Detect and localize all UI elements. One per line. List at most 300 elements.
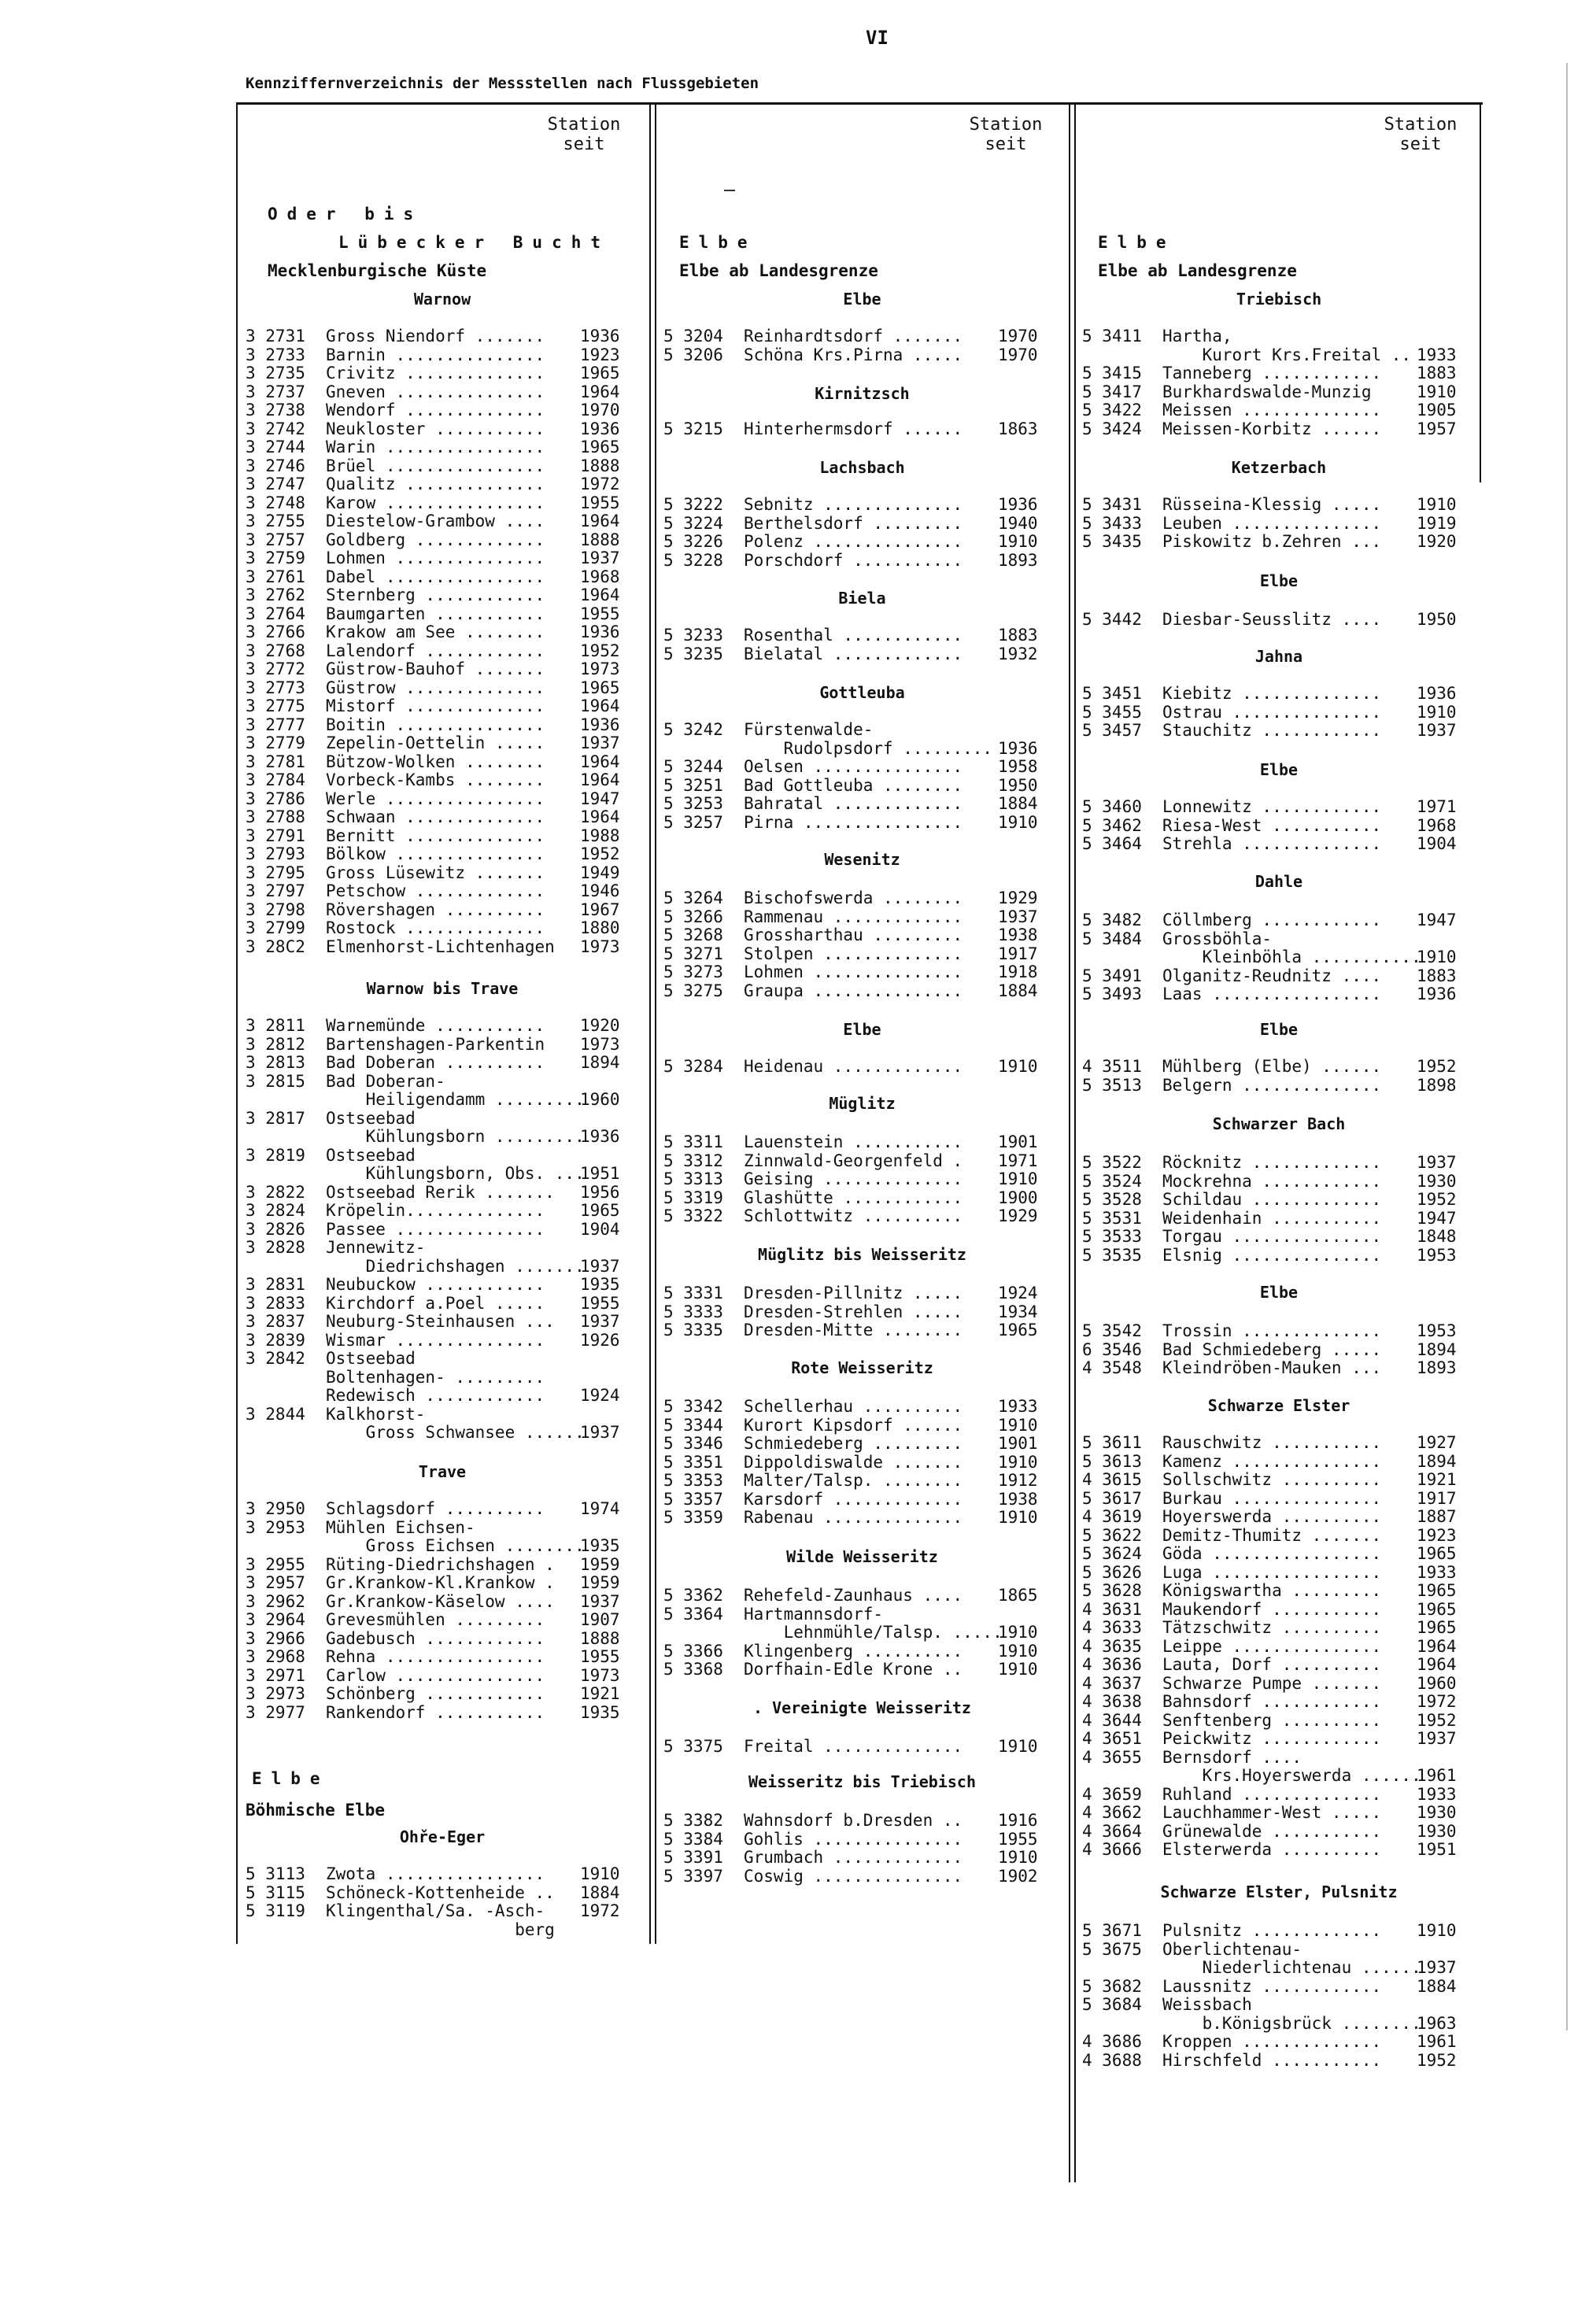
station-code: 5 3451	[1082, 684, 1142, 703]
station-code: 3 2777	[246, 715, 305, 734]
station-year: 1910	[998, 1848, 1038, 1867]
station-row	[246, 1017, 639, 1036]
station-code: 5 3312	[663, 1151, 723, 1170]
station-row	[246, 1036, 639, 1055]
station-year: 1901	[998, 1434, 1038, 1453]
station-year: 1964	[580, 382, 620, 401]
header-station: Station	[969, 115, 1043, 135]
station-name: Mockrehna ............	[1162, 1171, 1382, 1191]
station-name: Sebnitz ..............	[744, 495, 963, 514]
river-heading: Lachsbach	[819, 458, 905, 477]
station-list	[1082, 496, 1476, 552]
station-row	[1082, 1804, 1476, 1823]
station-row	[246, 457, 639, 476]
station-code: 4 3511	[1082, 1057, 1142, 1076]
station-name: Oberlichtenau-	[1162, 1939, 1302, 1959]
station-name: Neuburg-Steinhausen ...	[326, 1312, 555, 1331]
station-code: 3 2950	[246, 1499, 305, 1518]
station-name: Klingenthal/Sa. -Asch-	[326, 1901, 545, 1920]
station-row	[246, 531, 639, 550]
station-code: 3 2799	[246, 918, 305, 937]
station-year: 1930	[1417, 1171, 1457, 1191]
station-code: 5 3493	[1082, 985, 1142, 1003]
station-row	[246, 475, 639, 494]
station-year: 1955	[580, 1293, 620, 1313]
station-code: 5 3431	[1082, 495, 1142, 514]
station-code: 4 3655	[1082, 1747, 1142, 1767]
station-name: Wismar ...............	[326, 1330, 545, 1350]
station-name: Kroppen ..............	[1162, 2032, 1382, 2051]
station-code: 5 3628	[1082, 1581, 1142, 1600]
station-year: 1964	[580, 512, 620, 530]
station-name: Neukloster ...........	[326, 419, 545, 438]
station-row	[246, 882, 639, 901]
station-row	[246, 1556, 639, 1575]
station-year: 1888	[580, 456, 620, 475]
station-year: 1973	[580, 1034, 620, 1054]
station-name: Neubuckow ............	[326, 1275, 545, 1294]
station-row	[1082, 533, 1476, 552]
station-list	[1082, 1434, 1476, 1860]
station-name: Mühlberg (Elbe) ......	[1162, 1057, 1382, 1076]
station-year: 1955	[998, 1829, 1038, 1849]
station-code: 4 3644	[1082, 1710, 1142, 1730]
station-name: Karsdorf .............	[744, 1489, 963, 1509]
station-code: 5 3364	[663, 1604, 723, 1624]
station-row	[246, 1073, 639, 1092]
station-name: Bahratal .............	[744, 794, 963, 813]
station-code: 3 2742	[246, 419, 305, 438]
station-row	[663, 814, 1061, 833]
station-code: 5 3397	[663, 1866, 723, 1886]
station-year: 1950	[1417, 610, 1457, 629]
station-name: Piskowitz b.Zehren ...	[1162, 532, 1382, 551]
station-code: 3 2762	[246, 586, 305, 604]
station-list	[1082, 685, 1476, 741]
station-year: 1910	[998, 1623, 1038, 1642]
station-code: 5 3264	[663, 889, 723, 907]
station-code: 5 3415	[1082, 364, 1142, 382]
divider-2a	[1069, 105, 1070, 2182]
station-code: 3 2822	[246, 1182, 305, 1202]
station-year: 1952	[1417, 2050, 1457, 2070]
station-row	[246, 1054, 639, 1073]
station-year: 1923	[580, 345, 620, 364]
station-name: Kurort Kipsdorf ......	[744, 1415, 963, 1435]
station-name: Freital ..............	[744, 1737, 963, 1756]
station-row	[246, 734, 639, 753]
station-year: 1900	[998, 1188, 1038, 1207]
station-name: Niederlichtenau ......	[1162, 1958, 1421, 1977]
station-year: 1910	[998, 1641, 1038, 1661]
station-year: 1936	[580, 715, 620, 734]
station-row	[1082, 1058, 1476, 1077]
station-name: Lauta, Dorf ..........	[1162, 1655, 1382, 1674]
station-code: 5 3457	[1082, 721, 1142, 740]
station-name: Boltenhagen- .........	[326, 1367, 545, 1387]
station-row	[1082, 1712, 1476, 1731]
station-year: 1964	[580, 586, 620, 604]
station-code: 5 3384	[663, 1829, 723, 1849]
station-year: 1952	[580, 844, 620, 863]
station-name: Graupa ...............	[744, 981, 963, 1000]
station-code: 3 2833	[246, 1293, 305, 1313]
station-row	[1082, 1638, 1476, 1657]
station-name: Tanneberg ............	[1162, 364, 1382, 382]
header-station: Station	[1384, 115, 1458, 135]
station-code: 4 3638	[1082, 1692, 1142, 1711]
station-row	[246, 790, 639, 809]
station-code: 5 3528	[1082, 1190, 1142, 1209]
station-row	[1082, 383, 1476, 402]
station-year: 1953	[1417, 1321, 1457, 1340]
station-year: 1910	[1417, 1921, 1457, 1940]
station-list	[663, 1812, 1061, 1886]
station-code: 5 3331	[663, 1284, 723, 1302]
station-name: Ostseebad	[326, 1108, 416, 1128]
station-name: Bahnsdorf ............	[1162, 1692, 1382, 1711]
station-row	[663, 889, 1061, 908]
station-year: 1965	[580, 364, 620, 382]
station-row	[663, 1058, 1061, 1077]
station-row	[246, 383, 639, 402]
station-list	[246, 327, 639, 956]
station-row	[246, 1387, 639, 1406]
station-code: 5 3535	[1082, 1245, 1142, 1265]
station-year: 1936	[1417, 985, 1457, 1003]
station-year: 1955	[580, 1647, 620, 1666]
station-row	[1082, 420, 1476, 439]
station-name: Güstrow ..............	[326, 678, 545, 697]
river-heading: Gottleuba	[819, 683, 905, 702]
station-row	[1082, 1582, 1476, 1601]
station-row	[246, 1184, 639, 1203]
station-row	[663, 795, 1061, 814]
station-row	[663, 1152, 1061, 1171]
station-row	[1082, 798, 1476, 817]
station-year: 1921	[580, 1684, 620, 1703]
station-name: Dresden-Pillnitz .....	[744, 1284, 963, 1302]
station-code: 5 3626	[1082, 1562, 1142, 1582]
station-year: 1952	[580, 641, 620, 660]
station-name: Hinterhermsdorf ......	[744, 419, 963, 438]
station-code: 3 2973	[246, 1684, 305, 1703]
station-list	[663, 327, 1061, 364]
station-year: 1910	[998, 1508, 1038, 1527]
station-year: 1938	[998, 926, 1038, 944]
station-row	[663, 1738, 1061, 1757]
station-year: 1968	[580, 567, 620, 586]
station-year: 1927	[1417, 1433, 1457, 1452]
station-code: 4 3548	[1082, 1358, 1142, 1377]
station-name: Diesbar-Seusslitz ....	[1162, 610, 1382, 629]
station-row	[1082, 1941, 1476, 1960]
station-code: 3 2828	[246, 1238, 305, 1257]
station-row	[1082, 704, 1476, 722]
station-row	[246, 1537, 639, 1556]
station-name: Schöneck-Kottenheide ..	[326, 1882, 555, 1902]
station-row	[663, 346, 1061, 365]
station-year: 1988	[580, 826, 620, 845]
station-year: 1883	[1417, 966, 1457, 985]
station-name: Gohlis ...............	[744, 1829, 963, 1849]
station-code: 4 3637	[1082, 1673, 1142, 1693]
station-name: Goldberg .............	[326, 530, 545, 549]
station-year: 1930	[1417, 1803, 1457, 1822]
station-name: Kurort Krs.Freital ..	[1162, 345, 1412, 364]
station-name: Grossböhla-	[1162, 929, 1273, 948]
station-code: 5 3533	[1082, 1227, 1142, 1246]
station-row	[246, 1128, 639, 1147]
station-code: 5 3333	[663, 1302, 723, 1321]
station-row	[246, 1295, 639, 1313]
station-row	[246, 1611, 639, 1630]
station-name: Burkhardswalde-Munzig	[1162, 382, 1372, 401]
station-code: 5 3613	[1082, 1451, 1142, 1471]
station-name: Zwota ................	[326, 1864, 545, 1883]
station-code: 3 28C2	[246, 937, 305, 956]
station-code: 5 3268	[663, 926, 723, 944]
station-year: 1936	[580, 1127, 620, 1146]
station-code: 3 2733	[246, 345, 305, 364]
station-name: Bölkow ...............	[326, 844, 545, 863]
station-list	[663, 496, 1061, 570]
scan-edge-right	[1566, 63, 1568, 2030]
station-name: Demitz-Thumitz .......	[1162, 1525, 1382, 1545]
station-code: 3 2811	[246, 1016, 305, 1035]
station-row	[663, 1398, 1061, 1417]
station-code: 5 3313	[663, 1169, 723, 1188]
station-row	[1082, 2033, 1476, 2052]
station-name: Kühlungsborn, Obs. ...	[326, 1164, 585, 1183]
station-row	[246, 808, 639, 827]
station-year: 1907	[580, 1610, 620, 1629]
station-code: 5 3266	[663, 907, 723, 926]
station-code: 5 3391	[663, 1848, 723, 1867]
station-code: 5 3624	[1082, 1544, 1142, 1563]
station-code: 5 3442	[1082, 610, 1142, 629]
page-heading: Kennziffernverzeichnis der Messstellen nach Flussgebieten	[246, 75, 759, 92]
station-row	[246, 1685, 639, 1704]
station-year: 1951	[1417, 1840, 1457, 1859]
station-row	[246, 753, 639, 772]
station-row	[1082, 985, 1476, 1004]
station-code: 4 3659	[1082, 1784, 1142, 1804]
station-year: 1964	[580, 770, 620, 789]
station-year: 1894	[1417, 1339, 1457, 1359]
station-name: Riesa-West ...........	[1162, 815, 1382, 835]
station-list	[246, 1017, 639, 1443]
river-heading: Warnow bis Trave	[366, 979, 519, 998]
station-name: Grumbach .............	[744, 1848, 963, 1867]
station-name: b.Königsbrück ........	[1162, 2013, 1421, 2033]
river-heading: Elbe	[843, 1020, 881, 1039]
station-row	[1082, 1693, 1476, 1712]
station-name: Göda .................	[1162, 1544, 1382, 1563]
station-code: 3 2842	[246, 1349, 305, 1368]
station-name: Sollschwitz ..........	[1162, 1470, 1382, 1489]
station-code: 4 3686	[1082, 2032, 1142, 2051]
station-row	[246, 1921, 639, 1940]
station-name: Schlagsdorf ..........	[326, 1499, 545, 1518]
region-heading: Elbe	[679, 233, 757, 252]
river-heading: Müglitz	[829, 1094, 896, 1113]
river-heading: Schwarzer Bach	[1212, 1114, 1346, 1133]
station-name: Polenz ...............	[744, 532, 963, 551]
station-row	[1082, 1922, 1476, 1941]
station-code: 5 3513	[1082, 1075, 1142, 1095]
station-year: 1902	[998, 1866, 1038, 1886]
station-name: Lohmen ...............	[326, 549, 545, 567]
station-name: Pirna ................	[744, 812, 963, 832]
station-row	[246, 605, 639, 624]
station-name: Heiligendamm .........	[326, 1090, 585, 1109]
river-heading: Wesenitz	[824, 850, 900, 869]
station-code: 3 2773	[246, 678, 305, 697]
station-code: 3 2798	[246, 900, 305, 919]
station-code: 3 2788	[246, 807, 305, 826]
station-name: Elmenhorst-Lichtenhagen	[326, 937, 555, 956]
station-code: 5 3253	[663, 794, 723, 813]
station-year: 1952	[1417, 1710, 1457, 1730]
station-row	[663, 1509, 1061, 1528]
stray-mark	[724, 190, 735, 191]
station-year: 1968	[1417, 815, 1457, 835]
station-name: Schmiedeberg .........	[744, 1434, 963, 1453]
station-row	[246, 716, 639, 735]
station-code: 5 3346	[663, 1434, 723, 1453]
station-code: 3 2964	[246, 1610, 305, 1629]
station-code: 3 2966	[246, 1628, 305, 1648]
station-code: 5 3531	[1082, 1208, 1142, 1228]
station-row	[246, 827, 639, 846]
station-row	[246, 1276, 639, 1295]
station-code: 5 3417	[1082, 382, 1142, 401]
station-year: 1947	[1417, 911, 1457, 929]
station-year: 1936	[580, 327, 620, 345]
river-heading: Weisseritz bis Triebisch	[748, 1772, 976, 1791]
station-row	[663, 1207, 1061, 1226]
station-code: 4 3633	[1082, 1618, 1142, 1637]
station-row	[663, 1812, 1061, 1831]
station-year: 1910	[1417, 948, 1457, 966]
station-year: 1951	[580, 1164, 620, 1183]
station-seit-header	[1381, 115, 1460, 154]
station-name: Schwarze Pumpe .......	[1162, 1673, 1382, 1693]
station-year: 1904	[580, 1219, 620, 1239]
station-row	[1082, 1247, 1476, 1265]
station-year: 1933	[1417, 1562, 1457, 1582]
station-code: 4 3688	[1082, 2050, 1142, 2070]
river-heading: Elbe	[1259, 571, 1299, 590]
station-row	[663, 420, 1061, 439]
station-year: 1965	[1417, 1599, 1457, 1619]
station-row	[1082, 1656, 1476, 1675]
station-name: Schildau .............	[1162, 1190, 1382, 1209]
station-code: 3 2746	[246, 456, 305, 475]
station-row	[1082, 346, 1476, 365]
station-code: 5 3455	[1082, 702, 1142, 722]
station-row	[1082, 722, 1476, 741]
station-year: 1967	[580, 900, 620, 919]
station-row	[246, 1313, 639, 1332]
station-code: 5 3411	[1082, 327, 1142, 345]
station-name: Meissen-Korbitz ......	[1162, 419, 1382, 438]
station-name: berg	[326, 1919, 555, 1939]
station-name: Kleinböhla ...........	[1162, 948, 1421, 966]
station-year: 1964	[580, 752, 620, 771]
station-name: Karow ................	[326, 493, 545, 512]
station-year: 1936	[998, 738, 1038, 758]
station-name: Kamenz ...............	[1162, 1451, 1382, 1471]
station-year: 1940	[998, 513, 1038, 533]
station-code: 5 3524	[1082, 1171, 1142, 1191]
station-row	[1082, 835, 1476, 854]
station-row	[663, 1491, 1061, 1509]
station-code: 3 2793	[246, 844, 305, 863]
station-row	[1082, 1767, 1476, 1786]
station-row	[1082, 515, 1476, 534]
station-code: 5 3275	[663, 981, 723, 1000]
station-code: 4 3666	[1082, 1840, 1142, 1859]
station-list	[663, 889, 1061, 1000]
station-year: 1965	[580, 678, 620, 697]
station-row	[663, 645, 1061, 664]
station-code: 3 2737	[246, 382, 305, 401]
station-name: Schöna Krs.Pirna .....	[744, 345, 963, 364]
station-row	[1082, 401, 1476, 420]
station-code: 5 3353	[663, 1471, 723, 1490]
station-name: Wahnsdorf b.Dresden ..	[744, 1811, 963, 1830]
station-row	[1082, 1434, 1476, 1453]
station-row	[663, 945, 1061, 964]
station-name: Gr.Krankow-Kl.Krankow .	[326, 1573, 555, 1592]
station-year: 1963	[1417, 2013, 1457, 2033]
station-year: 1863	[998, 419, 1038, 438]
station-code: 5 3682	[1082, 1976, 1142, 1996]
river-heading: Elbe	[1259, 1283, 1299, 1302]
station-row	[246, 512, 639, 531]
station-name: Malter/Talsp. ........	[744, 1471, 963, 1490]
station-year: 1910	[998, 1169, 1038, 1188]
station-name: Ostseebad Rerik .......	[326, 1182, 555, 1202]
station-row	[246, 1406, 639, 1424]
station-name: Burkau ...............	[1162, 1488, 1382, 1508]
station-row	[1082, 1823, 1476, 1842]
left-border	[236, 102, 238, 1944]
station-name: Rabenau ..............	[744, 1508, 963, 1527]
station-year: 1884	[1417, 1976, 1457, 1996]
station-row	[1082, 1996, 1476, 2015]
station-row	[1082, 1508, 1476, 1527]
station-row	[246, 1165, 639, 1184]
station-year: 1936	[580, 419, 620, 438]
river-heading: Biela	[838, 589, 886, 608]
station-code: 5 3222	[663, 495, 723, 514]
station-year: 1935	[580, 1536, 620, 1555]
station-year: 1936	[998, 495, 1038, 514]
station-name: Vorbeck-Kambs ........	[326, 770, 545, 789]
station-name: Geising ..............	[744, 1169, 963, 1188]
station-row	[663, 758, 1061, 777]
station-name: Rankendorf ...........	[326, 1702, 545, 1722]
station-year: 1937	[1417, 1958, 1457, 1977]
station-row	[246, 401, 639, 420]
river-heading: Jahna	[1254, 647, 1303, 666]
station-row	[663, 982, 1061, 1001]
station-code: 5 3322	[663, 1206, 723, 1225]
station-name: Weissbach	[1162, 1995, 1252, 2014]
